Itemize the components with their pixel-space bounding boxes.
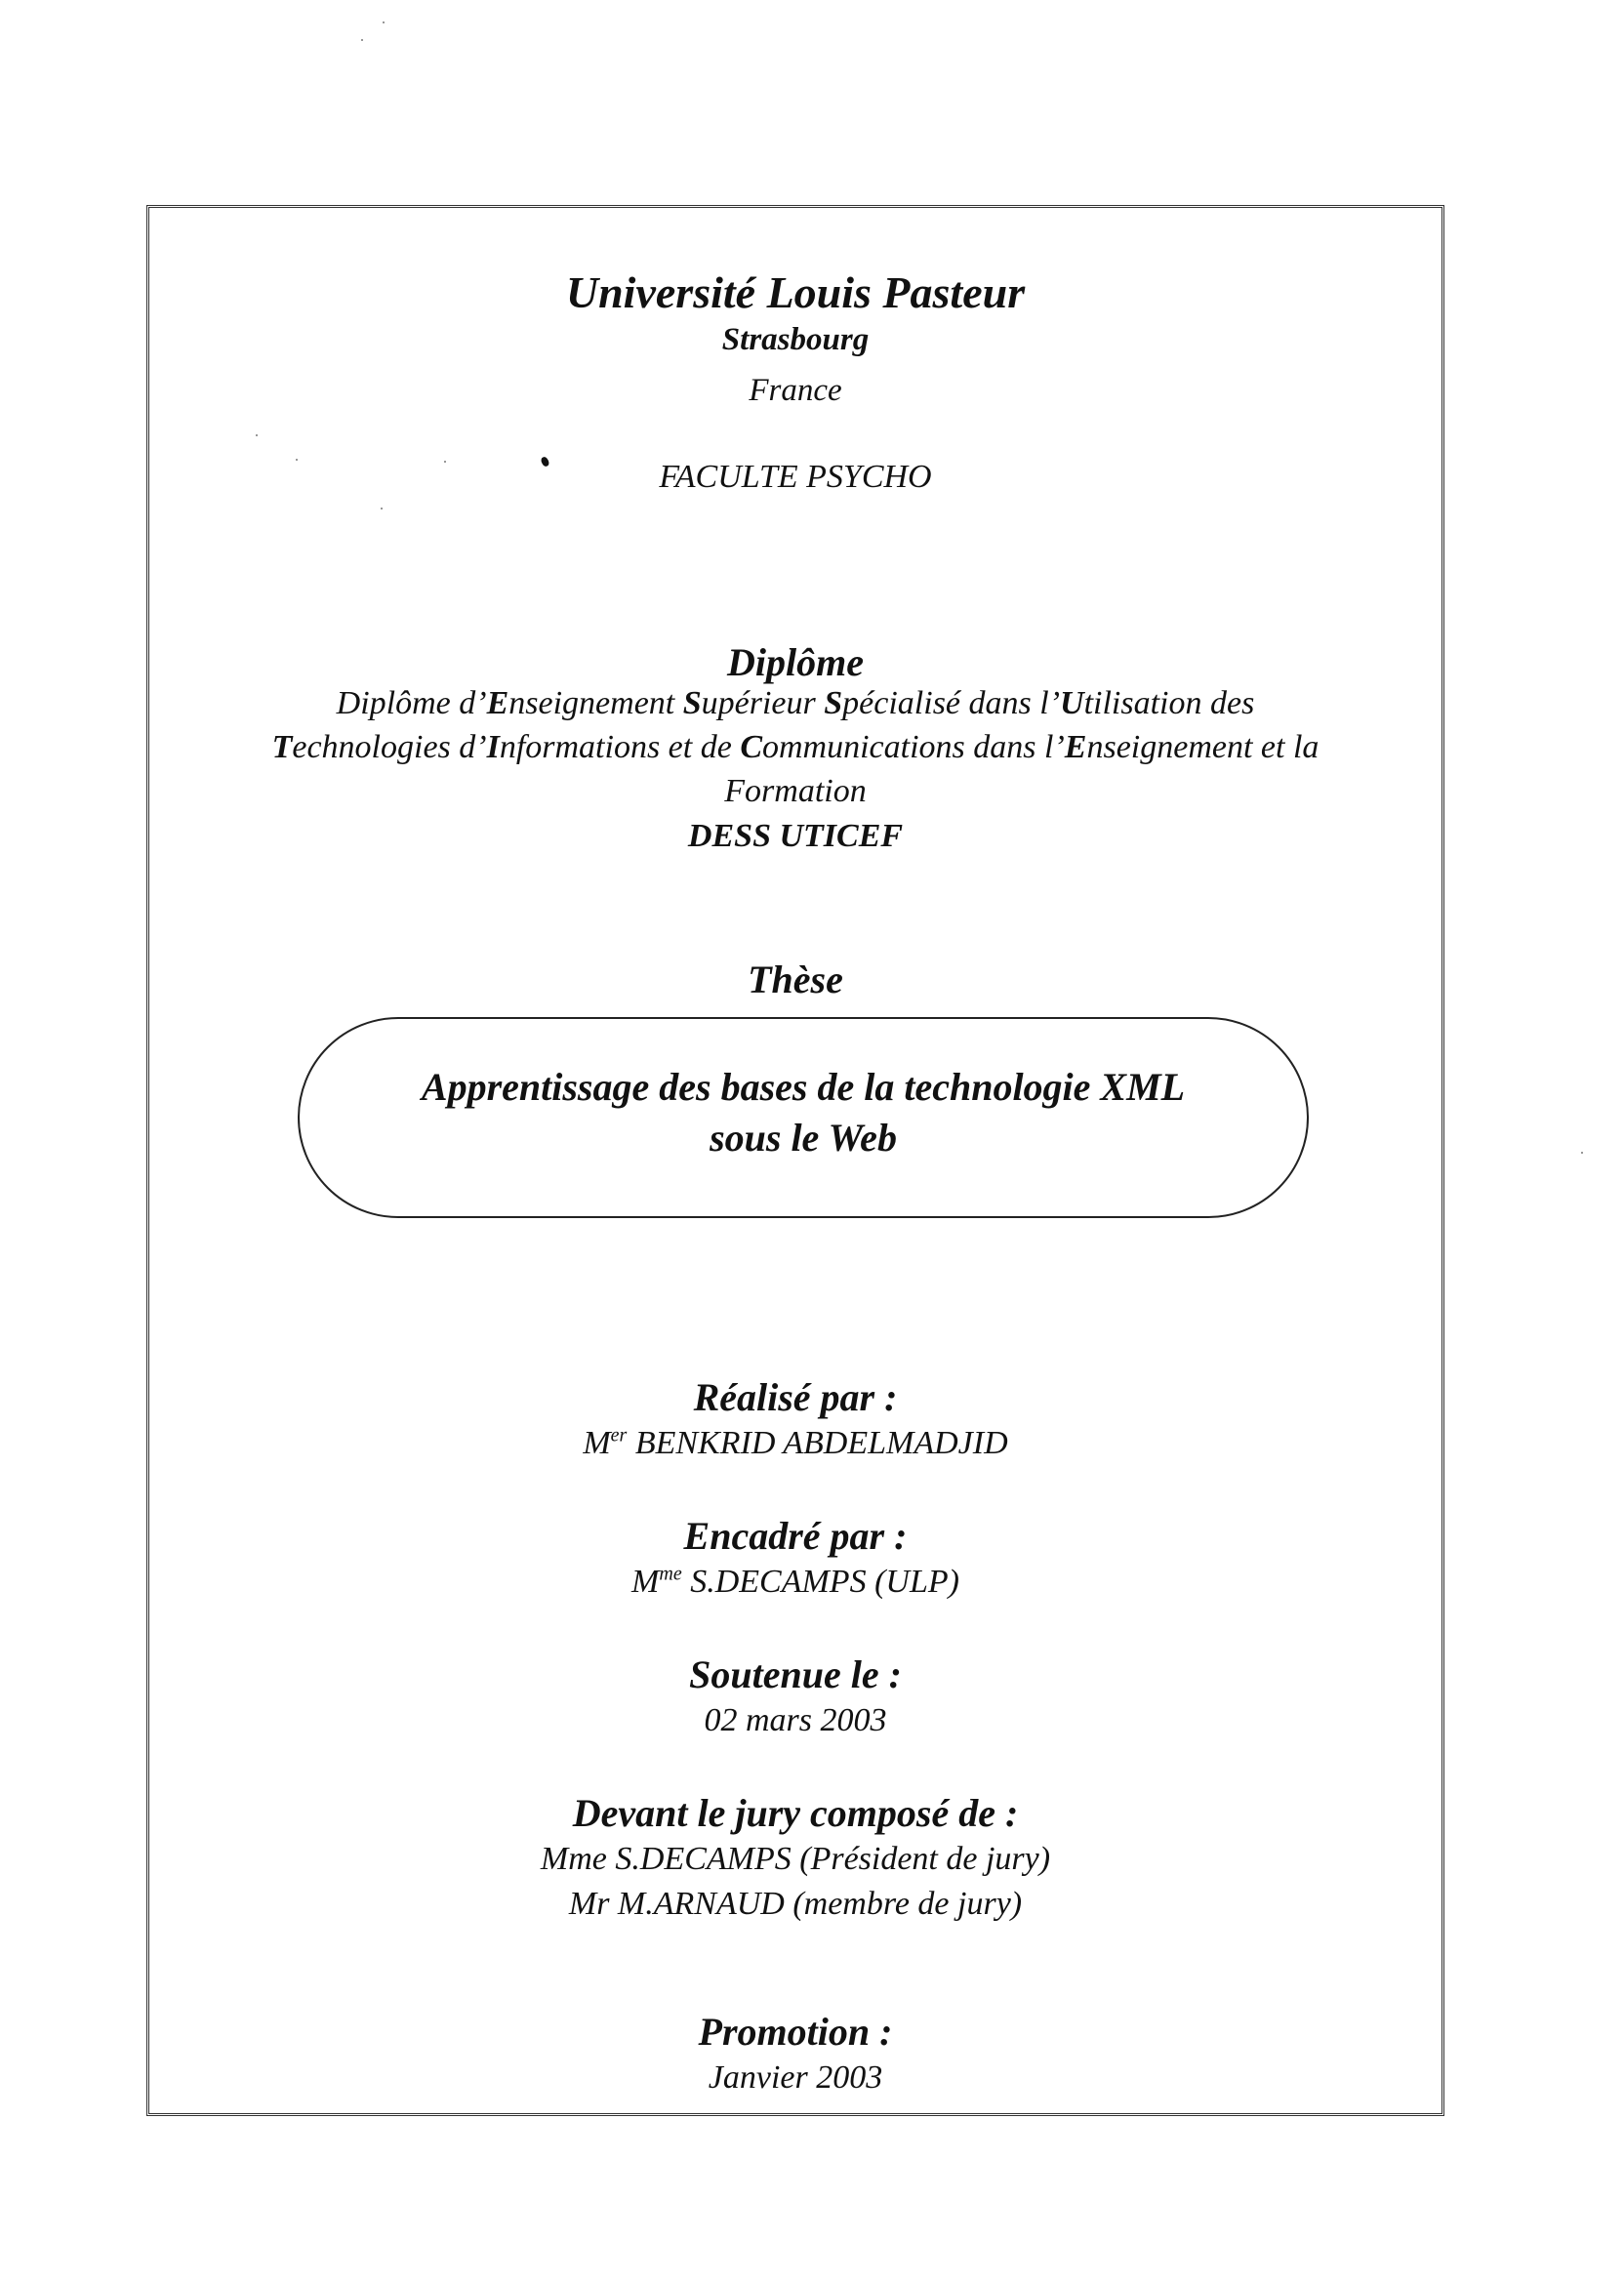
thesis-heading: Thèse <box>748 958 843 1001</box>
supervisor-heading: Encadré par : <box>683 1514 908 1558</box>
supervisor-name: $M^{me}$ S.DECAMPS (ULP) <box>631 1563 959 1600</box>
diploma-line-2: Technologies d’Informations et de Communications dans l’Enseignement et la <box>271 729 1320 765</box>
thesis-title-line-2: sous le Web <box>710 1116 897 1160</box>
thesis-title-line-1: Apprentissage des bases de la technologie XML <box>421 1065 1186 1109</box>
diploma-heading: Diplôme <box>727 640 864 684</box>
city-name: Strasbourg <box>721 322 870 357</box>
scan-speck <box>383 21 385 23</box>
jury-heading: Devant le jury composé de : <box>572 1791 1019 1835</box>
university-name: Université Louis Pasteur <box>565 267 1026 317</box>
defense-heading: Soutenue le : <box>689 1652 902 1696</box>
diploma-line-1: Diplôme d’Enseignement Supérieur Spécialisé dans l’Utilisation des <box>336 685 1255 721</box>
promotion-date: Janvier 2003 <box>708 2059 883 2096</box>
jury-member: Mr M.ARNAUD (membre de jury) <box>568 1886 1023 1922</box>
author-name: Mer BENKRID ABDELMADJID <box>583 1424 1008 1461</box>
country-name: France <box>749 373 842 408</box>
promotion-heading: Promotion : <box>698 2010 893 2054</box>
jury-member: Mme S.DECAMPS (Président de jury) <box>540 1841 1051 1877</box>
diploma-line-3: Formation <box>724 773 867 809</box>
author-heading: Réalisé par : <box>693 1375 898 1419</box>
defense-date: 02 mars 2003 <box>704 1702 887 1738</box>
scan-speck <box>1581 1152 1583 1154</box>
scan-speck <box>361 39 363 41</box>
diploma-acronym: DESS UTICEF <box>687 818 904 854</box>
scan-speck <box>256 434 258 436</box>
scan-speck <box>381 508 383 509</box>
faculty-name: FACULTE PSYCHO <box>659 459 932 495</box>
